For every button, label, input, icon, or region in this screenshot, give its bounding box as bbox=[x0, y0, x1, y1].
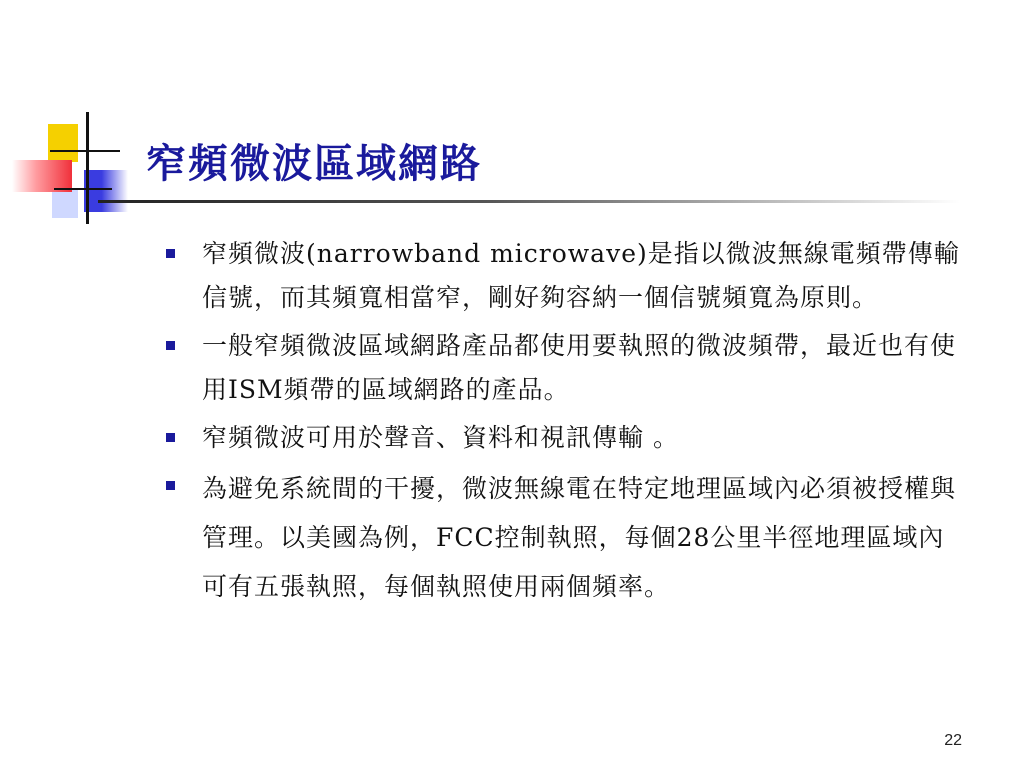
bullet-marker-icon bbox=[166, 433, 175, 442]
bullet-list bbox=[162, 232, 962, 615]
yellow-square bbox=[48, 124, 78, 162]
bullet-item bbox=[162, 416, 962, 460]
bullet-text: 窄頻微波(narrowband microwave)是指以微波無線電頻帶傳輸信號，而其頻寬相當窄，剛好夠容納一個信號頻寬為原則。 bbox=[202, 239, 960, 312]
bullet-marker-icon bbox=[166, 249, 175, 258]
bullet-item bbox=[162, 232, 962, 320]
bullet-text: 為避免系統間的干擾，微波無線電在特定地理區域內必須被授權與管理。以美國為例，FCC控制執照，每個28公里半徑地理區域內可有五張執照，每個執照使用兩個頻率。 bbox=[202, 474, 957, 601]
logo-horizontal-line-lower bbox=[54, 188, 112, 190]
bullet-text: 一般窄頻微波區域網路產品都使用要執照的微波頻帶，最近也有使用ISM頻帶的區域網路的產品。 bbox=[202, 331, 957, 404]
blue-gradient-square bbox=[84, 170, 128, 212]
bullet-text: 窄頻微波可用於聲音、資料和視訊傳輸 。 bbox=[202, 423, 679, 452]
slide-title: 窄頻微波區域網路 bbox=[146, 140, 482, 187]
bullet-marker-icon bbox=[166, 481, 175, 490]
page-number: 22 bbox=[944, 732, 962, 749]
title-divider bbox=[98, 200, 960, 203]
light-blue-square bbox=[52, 188, 78, 218]
logo-horizontal-line bbox=[50, 150, 120, 152]
bullet-item bbox=[162, 324, 962, 412]
logo-vertical-line bbox=[86, 112, 89, 224]
decorative-logo bbox=[0, 0, 160, 240]
bullet-item bbox=[162, 464, 962, 611]
bullet-marker-icon bbox=[166, 341, 175, 350]
